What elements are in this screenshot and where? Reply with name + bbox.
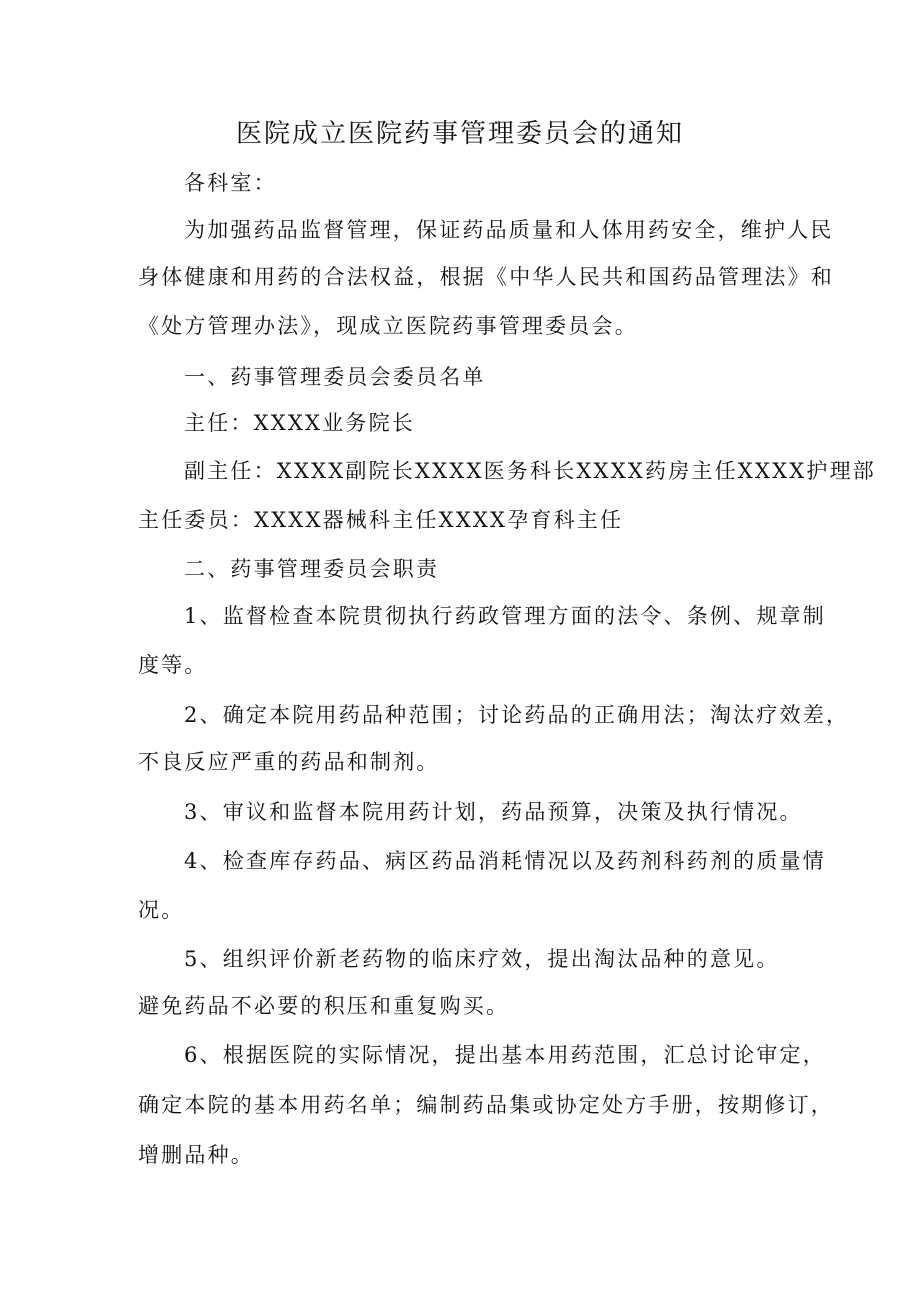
- duty-2-line-2: 不良反应严重的药品和制剂。: [138, 750, 440, 774]
- section-heading-members: 一、药事管理委员会委员名单: [184, 365, 486, 389]
- document-title: 医院成立医院药事管理委员会的通知: [235, 119, 684, 149]
- duty-6-line-1: 6、根据医院的实际情况，提出基本用药范围，汇总讨论审定，: [184, 1043, 826, 1067]
- section-heading-duties: 二、药事管理委员会职责: [184, 557, 440, 581]
- salutation: 各科室：: [184, 171, 277, 195]
- duty-2-line-1: 2、确定本院用药品种范围；讨论药品的正确用法；淘汰疗效差，: [184, 703, 850, 727]
- duty-5-line-1: 5、组织评价新老药物的临床疗效，提出淘汰品种的意见。: [184, 947, 780, 971]
- intro-paragraph-line-2: 身体健康和用药的合法权益，根据《中华人民共和国药品管理法》和: [138, 265, 834, 289]
- member-director: 主任：XXXX业务院长: [184, 411, 416, 435]
- member-committee: 主任委员：XXXX器械科主任XXXX孕育科主任: [138, 508, 624, 532]
- duty-1-line-1: 1、监督检查本院贯彻执行药政管理方面的法令、条例、规章制: [184, 604, 826, 628]
- intro-paragraph-line-3: 《处方管理办法》，现成立医院药事管理委员会。: [138, 314, 638, 338]
- duty-4-line-1: 4、检查库存药品、病区药品消耗情况以及药剂科药剂的质量情: [184, 849, 826, 873]
- intro-paragraph-line-1: 为加强药品监督管理，保证药品质量和人体用药安全，维护人民: [184, 218, 834, 242]
- duty-1-line-2: 度等。: [138, 653, 208, 677]
- duty-6-line-3: 增删品种。: [138, 1143, 254, 1167]
- duty-6-line-2: 确定本院的基本用药名单；编制药品集或协定处方手册，按期修订，: [138, 1093, 834, 1117]
- member-deputy-directors: 副主任：XXXX副院长XXXX医务科长XXXX药房主任XXXX护理部: [184, 459, 877, 483]
- duty-4-line-2: 况。: [138, 898, 185, 922]
- duty-5-line-2: 避免药品不必要的积压和重复购买。: [138, 994, 510, 1018]
- duty-3: 3、审议和监督本院用药计划，药品预算，决策及执行情况。: [184, 800, 803, 824]
